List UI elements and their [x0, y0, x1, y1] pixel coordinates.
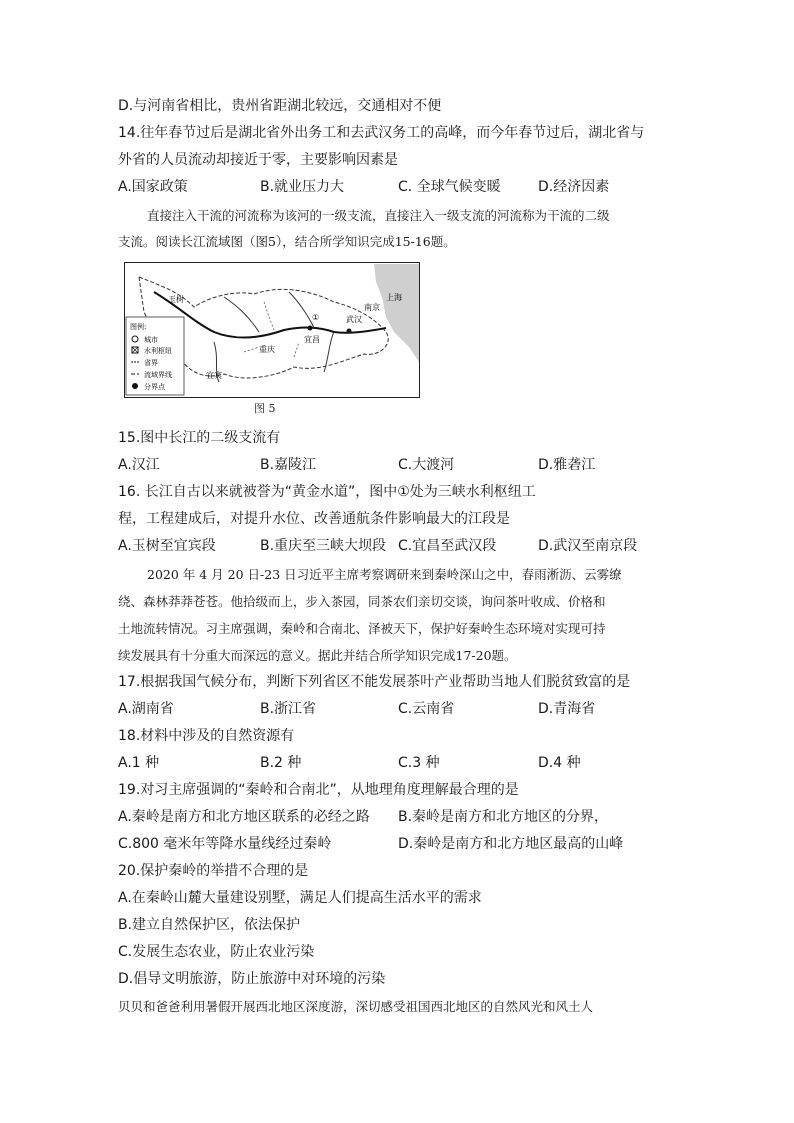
- option-14c: C. 全球气候变暖: [398, 179, 501, 195]
- option-20a: A.在秦岭山麓大量建设别墅，满足人们提高生活水平的需求: [118, 890, 482, 906]
- legend-province: 省界: [144, 359, 158, 367]
- option-16b: B.重庆至三峡大坝段: [260, 538, 387, 554]
- marker-1: ①: [312, 313, 320, 322]
- yangtze-basin-map: [124, 262, 420, 398]
- option-15c: C.大渡河: [398, 457, 455, 473]
- intro-line2: 支流。阅读长江流域图（图5），结合所学知识完成15-16题。: [118, 234, 456, 249]
- passage-line2: 绕、森林莽莽苍苍。他拾级而上，步入茶园，同茶农们亲切交谈，询问茶叶收成、价格和: [118, 594, 606, 609]
- intro-line1: 直接注入干流的河流称为该河的一级支流，直接注入一级支流的河流称为干流的二级: [147, 208, 610, 223]
- option-18d: D.4 种: [538, 755, 581, 771]
- option-16d: D.武汉至南京段: [538, 538, 638, 554]
- option-19c: C.800 毫米年等降水量线经过秦岭: [118, 836, 332, 852]
- option-19d: D.秦岭是南方和北方地区最高的山峰: [398, 836, 624, 852]
- option-14d: D.经济因素: [538, 179, 610, 195]
- place-wuhan: 武汉: [346, 315, 362, 324]
- legend-point: 分界点: [144, 383, 165, 391]
- option-18b: B.2 种: [260, 755, 302, 771]
- option-15d: D.雅砻江: [538, 457, 596, 473]
- legend-title: 图例:: [130, 323, 147, 331]
- passage-line4: 续发展具有十分重大而深远的意义。据此并结合所学知识完成17-20题。: [118, 648, 517, 663]
- question-17: 17.根据我国气候分布，判断下列省区不能发展茶叶产业帮助当地人们脱贫致富的是: [118, 674, 631, 690]
- question-16-line2: 程，工程建成后，对提升水位、改善通航条件影响最大的江段是: [118, 511, 510, 527]
- option-17b: B.浙江省: [260, 701, 317, 717]
- place-nanjing: 南京: [364, 303, 380, 312]
- option-18c: C.3 种: [398, 755, 440, 771]
- option-15b: B.嘉陵江: [260, 457, 317, 473]
- legend-city: 城市: [144, 336, 158, 344]
- option-19b: B.秦岭是南方和北方地区的分界，: [398, 809, 609, 825]
- question-15: 15.图中长江的二级支流有: [118, 430, 281, 446]
- place-yichang: 宜昌: [304, 335, 320, 344]
- option-18a: A.1 种: [118, 755, 160, 771]
- place-yushu: 玉树: [168, 295, 184, 304]
- option-20c: C.发展生态农业，防止农业污染: [118, 944, 315, 960]
- option-17a: A.湖南省: [118, 701, 174, 717]
- question-14-line1: 14.往年春节过后是湖北省外出务工和去武汉务工的高峰，而今年春节过后，湖北省与: [118, 125, 645, 141]
- question-18: 18.材料中涉及的自然资源有: [118, 728, 295, 744]
- option-20d: D.倡导文明旅游，防止旅游中对环境的污染: [118, 971, 386, 987]
- option-17c: C.云南省: [398, 701, 455, 717]
- point-icon: [132, 383, 138, 389]
- option-19a: A.秦岭是南方和北方地区联系的必经之路: [118, 809, 370, 825]
- question-19: 19.对习主席强调的“秦岭和合南北”，从地理角度理解最合理的是: [118, 782, 519, 798]
- option-16a: A.玉树至宜宾段: [118, 538, 216, 554]
- option-17d: D.青海省: [538, 701, 596, 717]
- passage-line1: 2020 年 4 月 20 日-23 日习近平主席考察调研来到秦岭深山之中，春雨淅沥、云雾缭: [147, 567, 622, 582]
- option-14a: A.国家政策: [118, 179, 188, 195]
- question-20: 20.保护秦岭的举措不合理的是: [118, 863, 309, 879]
- option-15a: A.汉江: [118, 457, 160, 473]
- place-yibin: 宜宾: [206, 371, 222, 380]
- question-14-line2: 外省的人员流动却接近于零，主要影响因素是: [118, 152, 398, 168]
- option-20b: B.建立自然保护区，依法保护: [118, 917, 301, 933]
- option-16c: C.宜昌至武汉段: [398, 538, 497, 554]
- next-passage-line: 贝贝和爸爸利用暑假开展西北地区深度游，深切感受祖国西北地区的自然风光和风土人: [118, 999, 594, 1014]
- option-13d: D.与河南省相比，贵州省距湖北较远，交通相对不便: [118, 98, 442, 114]
- question-16-line1: 16. 长江自古以来就被誉为“黄金水道”，图中①处为三峡水利枢纽工: [118, 484, 536, 500]
- option-14b: B.就业压力大: [260, 179, 345, 195]
- place-shanghai: 上海: [386, 293, 402, 302]
- place-chongqing: 重庆: [259, 345, 275, 354]
- legend-basin: 流域界线: [144, 371, 172, 379]
- legend-dam: 水利枢纽: [144, 347, 172, 355]
- figure-caption: 图 5: [254, 402, 276, 415]
- passage-line3: 土地流转情况。习主席强调，秦岭和合南北、泽被天下，保护好秦岭生态环境对实现可持: [118, 621, 606, 636]
